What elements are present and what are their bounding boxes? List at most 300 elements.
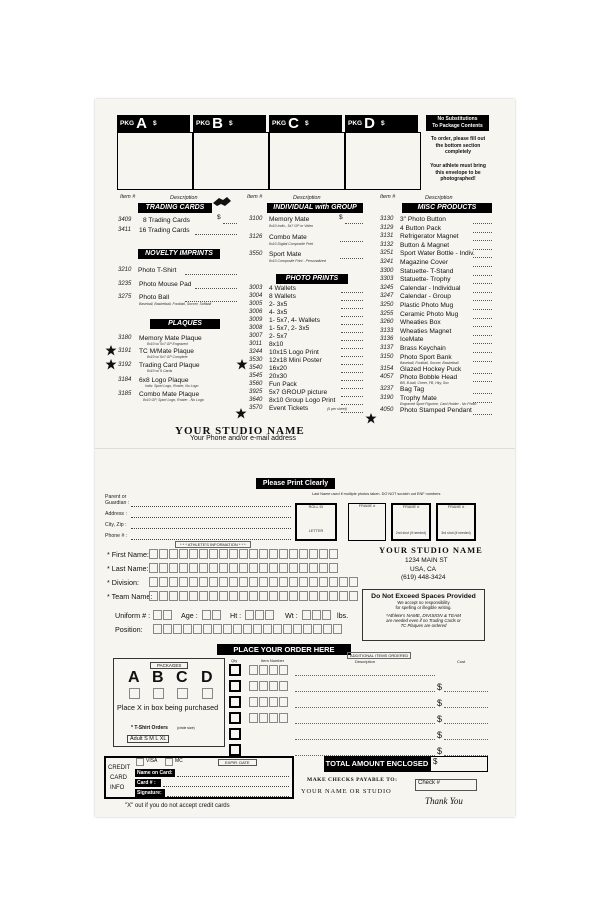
letter-box[interactable] — [249, 681, 258, 691]
item-number: 3011 — [249, 341, 262, 347]
item-number: 3300 — [380, 267, 394, 274]
total-amount-field[interactable] — [430, 756, 488, 772]
price-line — [473, 414, 492, 415]
qty-box[interactable] — [229, 744, 241, 756]
studio-name-top: YOUR STUDIO NAME — [175, 425, 305, 437]
price-line — [473, 266, 492, 267]
tshirt-sizes[interactable]: Adult S M L XL — [127, 735, 169, 743]
item-description: 4- 3x5 — [269, 309, 288, 316]
position-boxes[interactable] — [153, 624, 343, 634]
team-name-label: * Team Name: — [107, 592, 153, 601]
letter-box[interactable] — [149, 591, 158, 601]
item-number: 3545 — [249, 373, 263, 379]
letter-box[interactable] — [263, 624, 272, 634]
letter-box[interactable] — [249, 697, 258, 707]
price-line — [473, 309, 492, 310]
item-description: Combo Mate — [269, 234, 307, 241]
item-number: 3190 — [380, 394, 394, 401]
price-line — [341, 300, 363, 301]
description-header: Description — [425, 195, 453, 201]
letter-box[interactable] — [269, 549, 278, 559]
qty-box[interactable] — [229, 696, 241, 708]
city-zip-input[interactable] — [131, 528, 291, 529]
price-line — [473, 223, 492, 224]
division-label: * Division: — [107, 578, 139, 587]
letter-box[interactable] — [169, 577, 178, 587]
letter-box[interactable] — [239, 563, 248, 573]
age-label: Age : — [181, 611, 198, 620]
item-number: 3210 — [118, 267, 132, 273]
letter-box[interactable] — [309, 577, 318, 587]
additional-items-label: ADDITIONAL ITEMS ORDERED — [347, 652, 411, 659]
letter-box[interactable] — [212, 610, 221, 620]
description-line[interactable] — [295, 723, 435, 724]
letter-box[interactable] — [303, 624, 312, 634]
letter-box[interactable] — [265, 610, 274, 620]
letter-box[interactable] — [273, 624, 282, 634]
letter-box[interactable] — [299, 549, 308, 559]
letter-box[interactable] — [259, 713, 268, 723]
item-number: 3100 — [249, 216, 263, 222]
letter-box[interactable] — [223, 624, 232, 634]
item-description: 4 Wallets — [269, 285, 296, 292]
item-number: 3180 — [118, 335, 132, 341]
letter-box[interactable] — [169, 549, 178, 559]
name-on-card-input[interactable] — [177, 776, 289, 777]
thank-you-text: Thank You — [425, 796, 463, 806]
letter-box[interactable] — [243, 624, 252, 634]
qty-box[interactable] — [229, 680, 241, 692]
item-subtext: 8x10 Indiv., 5x7 GP or Video — [269, 224, 314, 228]
letter-box[interactable] — [173, 624, 182, 634]
letter-box[interactable] — [209, 577, 218, 587]
letter-box[interactable] — [179, 549, 188, 559]
cost-line[interactable] — [444, 723, 488, 724]
package-d-checkbox[interactable] — [202, 688, 213, 699]
phone-label: Phone # : — [105, 533, 128, 539]
item-number: 3126 — [249, 234, 263, 240]
letter-box[interactable] — [323, 624, 332, 634]
item-number: 3925 — [249, 389, 263, 395]
letter-box[interactable] — [259, 577, 268, 587]
photo-prints-category: PHOTO PRINTS — [276, 274, 348, 284]
letter-box[interactable] — [179, 591, 188, 601]
total-dollar: $ — [433, 757, 438, 766]
total-amount-banner: TOTAL AMOUNT ENCLOSED — [324, 756, 430, 772]
qty-box[interactable] — [229, 712, 241, 724]
last-name-boxes[interactable] — [149, 563, 339, 573]
letter-box[interactable] — [179, 577, 188, 587]
pkg-currency: $ — [152, 120, 157, 127]
item-number-boxes[interactable] — [249, 681, 289, 691]
package-b-checkbox[interactable] — [153, 688, 164, 699]
letter-box[interactable] — [269, 665, 278, 675]
age-boxes[interactable] — [202, 610, 222, 620]
letter-box[interactable] — [299, 591, 308, 601]
price-line — [473, 249, 492, 250]
letter-box[interactable] — [279, 563, 288, 573]
letter-box[interactable] — [199, 563, 208, 573]
first-name-label: * First Name: — [107, 550, 149, 559]
item-description: 12x18 Mini Poster — [269, 357, 322, 364]
item-description: 1- 5x7, 2- 3x5 — [269, 325, 310, 332]
check-number-field[interactable] — [415, 779, 477, 791]
letter-box[interactable] — [269, 563, 278, 573]
item-number: 3132 — [380, 241, 394, 248]
letter-box[interactable] — [319, 591, 328, 601]
letter-box[interactable] — [289, 577, 298, 587]
description-line[interactable] — [295, 675, 435, 676]
letter-box[interactable] — [229, 591, 238, 601]
city-zip-label: City, Zip : — [105, 522, 127, 528]
letter-box[interactable] — [329, 591, 338, 601]
cost-line[interactable] — [444, 691, 488, 692]
x-out-note: "X" out if you do not accept credit cards — [125, 803, 230, 809]
uniform-label: Uniform # : — [115, 611, 151, 620]
item-description: 2- 5x7 — [269, 333, 288, 340]
exceed-line: for spelling or illegible writing. — [395, 605, 452, 610]
letter-box[interactable] — [249, 665, 258, 675]
letter-box[interactable] — [249, 577, 258, 587]
letter-box[interactable] — [319, 563, 328, 573]
guardian-label: Guardian : — [105, 500, 130, 506]
price-line — [473, 381, 492, 382]
letter-box[interactable] — [269, 681, 278, 691]
letter-box[interactable] — [289, 563, 298, 573]
letter-box[interactable] — [269, 713, 278, 723]
letter-box[interactable] — [329, 563, 338, 573]
trading-cards-category: TRADING CARDS — [138, 203, 212, 213]
letter-box[interactable] — [169, 563, 178, 573]
address-input[interactable] — [131, 517, 291, 518]
item-description: Statuette- T-Stand — [400, 267, 454, 275]
price-line — [341, 396, 363, 397]
item-description: Fun Pack — [269, 381, 297, 388]
letter-box[interactable] — [229, 549, 238, 559]
pkg-letter: C — [288, 115, 299, 132]
price-line — [473, 240, 492, 241]
letter-box[interactable] — [259, 665, 268, 675]
item-description: 20x30 — [269, 373, 287, 380]
letter-box[interactable] — [269, 697, 278, 707]
weight-boxes[interactable] — [302, 610, 332, 620]
letter-box[interactable] — [199, 549, 208, 559]
item-number: 3150 — [380, 353, 394, 360]
letter-box[interactable] — [189, 591, 198, 601]
item-number: 3007 — [249, 333, 263, 339]
item-number: 3540 — [249, 365, 263, 371]
pkg-label: PKG — [348, 120, 363, 127]
item-number: 3137 — [380, 345, 394, 351]
letter-box[interactable] — [209, 563, 218, 573]
letter-box[interactable] — [279, 591, 288, 601]
package-c-letter: C — [176, 669, 188, 686]
letter-box[interactable] — [219, 591, 228, 601]
letter-box[interactable] — [293, 624, 302, 634]
cost-line[interactable] — [444, 707, 488, 708]
letter-box[interactable] — [269, 577, 278, 587]
item-number: 3130 — [380, 216, 394, 222]
letter-box[interactable] — [349, 577, 358, 587]
note-line: the bottom section — [435, 142, 481, 149]
letter-box[interactable] — [159, 549, 168, 559]
qty-header: Qty — [231, 658, 238, 663]
pkg-letter: B — [212, 115, 223, 132]
letter-box[interactable] — [209, 591, 218, 601]
item-number-boxes[interactable] — [249, 697, 289, 707]
tshirt-orders-label: * T-Shirt Orders — [131, 725, 168, 731]
item-number: 3255 — [380, 310, 394, 317]
letter-box[interactable] — [329, 549, 338, 559]
item-description: Combo Mate Plaque — [139, 391, 200, 398]
letter-box[interactable] — [279, 665, 288, 675]
payable-name: YOUR NAME OR STUDIO — [301, 788, 392, 795]
letter-box[interactable] — [159, 591, 168, 601]
name-on-card-label: Name on Card: — [135, 769, 175, 777]
letter-box[interactable] — [245, 610, 254, 620]
letter-box[interactable] — [239, 577, 248, 587]
letter-box[interactable] — [233, 624, 242, 634]
pkg-currency: $ — [304, 120, 309, 127]
frame-note: 3rd shot (if needed) — [441, 531, 471, 535]
letter-box[interactable] — [239, 549, 248, 559]
item-number: 3136 — [380, 336, 394, 343]
item-number: 3251 — [380, 250, 394, 257]
price-line — [341, 388, 363, 389]
price-line — [341, 324, 363, 325]
letter-box[interactable] — [253, 624, 262, 634]
description-line[interactable] — [295, 739, 435, 740]
item-number: 3185 — [118, 391, 132, 397]
letter-box[interactable] — [279, 549, 288, 559]
studio-phone: (619) 448-3424 — [401, 574, 446, 581]
item-description: Trophy Mate — [400, 394, 437, 402]
mc-checkbox[interactable] — [165, 758, 173, 766]
item-number: 3640 — [249, 397, 263, 403]
letter-box[interactable] — [189, 549, 198, 559]
pkg-label: PKG — [120, 120, 135, 127]
item-subtext: BB, B-ball, Cheer, FB, Hky, Soc — [400, 381, 449, 386]
price-line — [341, 348, 363, 349]
letter-box[interactable] — [189, 577, 198, 587]
letter-box[interactable] — [349, 591, 358, 601]
item-description: 3" Photo Button — [400, 216, 446, 223]
item-subtext: Baseball, Football, Soccer, Basketball — [400, 360, 459, 365]
letter-box[interactable] — [255, 610, 264, 620]
item-header: Item # — [247, 194, 263, 200]
price-line — [341, 412, 363, 413]
letter-box[interactable] — [249, 563, 258, 573]
cost-dollar: $ — [437, 682, 443, 692]
letter-box[interactable] — [309, 591, 318, 601]
item-description: TC M/Mate Plaque — [139, 348, 194, 355]
package-c-checkbox[interactable] — [177, 688, 188, 699]
letter-box[interactable] — [159, 563, 168, 573]
item-description: Plastic Photo Mug — [400, 302, 454, 309]
letter-box[interactable] — [289, 549, 298, 559]
letter-box[interactable] — [309, 563, 318, 573]
price-line — [341, 332, 363, 333]
letter-box[interactable] — [299, 563, 308, 573]
item-number: 3260 — [380, 319, 394, 326]
letter-box[interactable] — [163, 624, 172, 634]
letter-box[interactable] — [149, 549, 158, 559]
letter-box[interactable] — [202, 610, 211, 620]
cost-line[interactable] — [444, 739, 488, 740]
item-number: 3003 — [249, 285, 263, 291]
letter-box[interactable] — [309, 549, 318, 559]
price-line — [473, 373, 492, 374]
letter-box[interactable] — [183, 624, 192, 634]
letter-box[interactable] — [279, 713, 288, 723]
letter-box[interactable] — [259, 563, 268, 573]
letter-box[interactable] — [339, 577, 348, 587]
letter-box[interactable] — [279, 681, 288, 691]
lbs-label: lbs. — [337, 611, 349, 620]
letter-box[interactable] — [199, 591, 208, 601]
letter-box[interactable] — [249, 713, 258, 723]
letter-box[interactable] — [229, 577, 238, 587]
cost-dollar: $ — [437, 746, 443, 756]
letter-box[interactable] — [203, 624, 212, 634]
letter-box[interactable] — [219, 577, 228, 587]
item-description: 4 Button Pack — [400, 224, 442, 232]
letter-box[interactable] — [322, 610, 331, 620]
item-description: Ceramic Photo Mug — [400, 310, 459, 318]
letter-box[interactable] — [199, 577, 208, 587]
letter-box[interactable] — [193, 624, 202, 634]
letter-box[interactable] — [319, 549, 328, 559]
qty-box[interactable] — [229, 728, 241, 740]
price-line — [195, 234, 237, 235]
make-checks-label: MAKE CHECKS PAYABLE TO: — [307, 777, 398, 783]
letter-box[interactable] — [239, 591, 248, 601]
letter-box[interactable] — [209, 549, 218, 559]
letter-box[interactable] — [333, 624, 342, 634]
height-boxes[interactable] — [245, 610, 275, 620]
item-description: Photo Mouse Pad — [139, 281, 192, 288]
price-line — [473, 257, 492, 258]
card-number-label: Card # : — [135, 779, 161, 787]
place-x-instruction: Place X in box being purchased — [117, 703, 219, 712]
letter-box[interactable] — [312, 610, 321, 620]
letter-box[interactable] — [329, 577, 338, 587]
letter-box[interactable] — [259, 549, 268, 559]
guardian-input[interactable] — [131, 506, 291, 507]
letter-box[interactable] — [219, 563, 228, 573]
new-star-icon — [365, 413, 377, 425]
letter-box[interactable] — [289, 591, 298, 601]
letter-box[interactable] — [339, 591, 348, 601]
letter-box[interactable] — [313, 624, 322, 634]
item-header: Item # — [380, 194, 396, 200]
roll-id-label: ROLL ID — [308, 505, 324, 509]
letter-box[interactable] — [219, 549, 228, 559]
item-number: 3411 — [118, 227, 131, 233]
studio-name-bottom: YOUR STUDIO NAME — [379, 545, 483, 555]
letter-box[interactable] — [163, 610, 172, 620]
package-a-checkbox[interactable] — [129, 688, 140, 699]
frame-label: FRAME # — [358, 504, 376, 508]
letter-box[interactable] — [279, 697, 288, 707]
letter-box[interactable] — [319, 577, 328, 587]
price-line — [473, 275, 492, 276]
item-number-boxes[interactable] — [249, 665, 289, 675]
letter-box[interactable] — [149, 563, 158, 573]
price-line — [473, 283, 492, 284]
mc-label: MC — [175, 758, 183, 764]
letter-box[interactable] — [259, 591, 268, 601]
letter-box[interactable] — [229, 563, 238, 573]
letter-box[interactable] — [153, 610, 162, 620]
studio-contact: Your Phone and/or e-mail address — [190, 435, 296, 442]
letter-box[interactable] — [259, 697, 268, 707]
handshake-icon — [212, 195, 232, 207]
letter-box[interactable] — [153, 624, 162, 634]
price-line — [340, 241, 363, 242]
letter-box[interactable] — [159, 577, 168, 587]
letter-box[interactable] — [259, 681, 268, 691]
check-number-label: Check # — [418, 780, 441, 786]
letter-box[interactable] — [179, 563, 188, 573]
item-number-boxes[interactable] — [249, 713, 289, 723]
weight-label: Wt : — [285, 611, 298, 620]
item-description: 6x8 Logo Plaque — [139, 377, 189, 384]
first-name-boxes[interactable] — [149, 549, 339, 559]
qty-box[interactable] — [229, 664, 241, 676]
team-name-boxes[interactable] — [149, 591, 359, 601]
item-description: 8 Wallets — [269, 293, 296, 300]
pkg-label: PKG — [196, 120, 211, 127]
item-description: Memory Mate Plaque — [139, 335, 202, 342]
packages-label: PACKAGES — [150, 662, 188, 669]
pkg-currency: $ — [228, 120, 233, 127]
letter-box[interactable] — [249, 549, 258, 559]
description-line[interactable] — [295, 707, 435, 708]
visa-checkbox[interactable] — [136, 758, 144, 766]
letter-box[interactable] — [283, 624, 292, 634]
phone-input[interactable] — [131, 539, 291, 540]
item-subtext: 8x10 Digital Composite Print — [269, 242, 314, 246]
description-header: Description — [170, 195, 198, 201]
letter-box[interactable] — [302, 610, 311, 620]
letter-box[interactable] — [299, 577, 308, 587]
tshirt-note: (circle size) — [177, 726, 195, 730]
item-number: 3009 — [249, 317, 263, 323]
letter-box[interactable] — [189, 563, 198, 573]
uniform-boxes[interactable] — [153, 610, 173, 620]
frame-label: FRAME # — [402, 505, 420, 509]
letter-box[interactable] — [249, 591, 258, 601]
signature-input[interactable] — [167, 796, 289, 797]
cost-dollar: $ — [437, 714, 443, 724]
item-description: Sport Water Bottle - Indiv. — [400, 250, 475, 258]
letter-box[interactable] — [169, 591, 178, 601]
letter-box[interactable] — [213, 624, 222, 634]
description-line[interactable] — [295, 691, 435, 692]
item-number: 3131 — [380, 233, 394, 240]
item-number: 3133 — [380, 327, 394, 334]
letter-box[interactable] — [269, 591, 278, 601]
card-number-input[interactable] — [163, 786, 289, 787]
item-number: 3008 — [249, 325, 263, 331]
parent-label: Parent or — [105, 494, 127, 500]
letter-box[interactable] — [149, 577, 158, 587]
letter-box[interactable] — [279, 577, 288, 587]
division-boxes[interactable] — [149, 577, 359, 587]
item-description: Bag Tag — [400, 386, 425, 394]
expire-date-field[interactable]: EXPIR. DATE — [218, 759, 257, 766]
